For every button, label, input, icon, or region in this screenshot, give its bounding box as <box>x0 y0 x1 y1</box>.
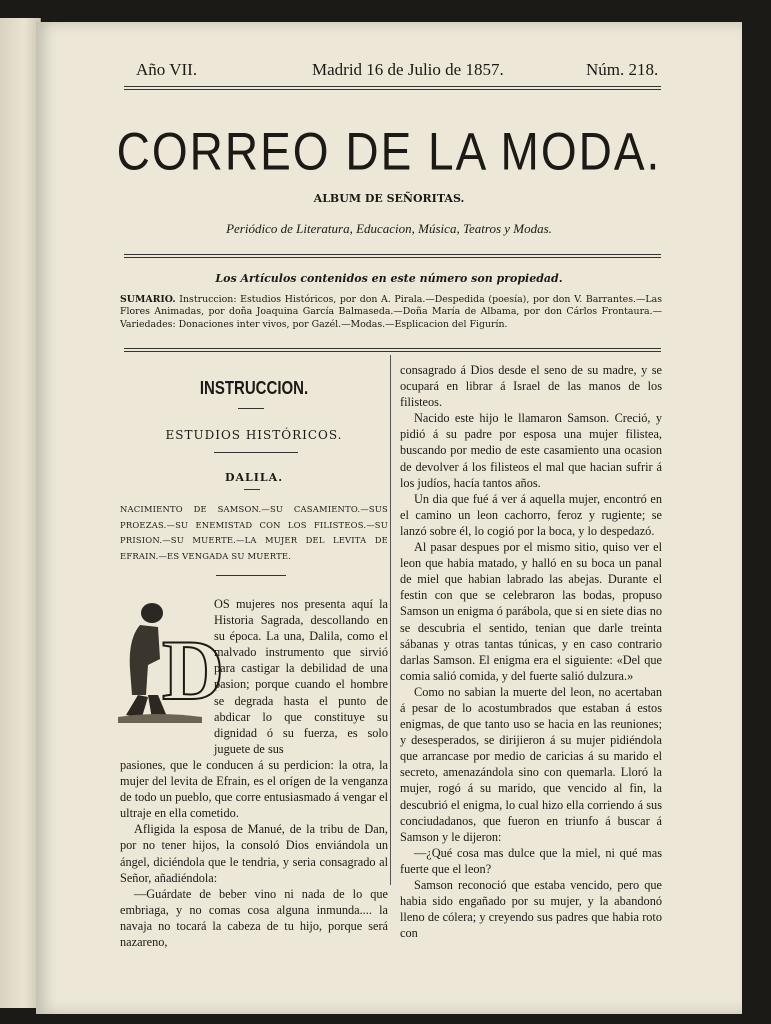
article-intro: OS mujeres nos presenta aquí la Historia Sagrada, descollando en su época. La una, Dalila, como el malvado instrumento que sirvió para castigar la debilidad de una pasion; porque cuando el hombre se degrada hasta el punto de abdicar lo que constituye su dignidad ó su fuerza, es solo juguete de sus <box>214 597 388 756</box>
property-notice: Los Artículos contenidos en este número son propiedad. <box>215 272 563 285</box>
section-rule <box>238 408 264 409</box>
article-col1-text <box>120 757 388 950</box>
paragraph: —Guárdate de beber vino ni nada de lo que embriaga, y no comas cosa alguna inmunda.... la navaja no tocará la cabeza de tu hijo, porque será nazareno, <box>120 886 388 950</box>
paragraph: Como no sabian la muerte del leon, no acertaban á pesar de lo acostumbrados que estaban á estos enigmas, de que tanto uso se hacia en las reuniones; y desesperados, se dirijieron á su mujer pidiéndola que arrancase por medio de caricias á su marido el secreto, amenazándola sino con quemarla. Lloró la mujer, rogó á su marido, que vencido al fin, la descubrió el enigma, lo cual hizo ella corriendo á sus conciudadanos, que fueron en triunfo á buscar á Samson y le dijeron: <box>400 684 662 844</box>
summary-rule <box>124 348 661 352</box>
article-heading: ESTUDIOS HISTÓRICOS. <box>165 428 343 442</box>
summary <box>120 294 662 331</box>
initial-letter: D <box>162 622 225 718</box>
previous-page-edge <box>0 18 41 1008</box>
paragraph: Nacido este hijo le llamaron Samson. Creció, y pidió á su padre por esposa una mujer filistea, buscando por medio de este casamiento una ocasion de devolver á los filisteos el mal que hacian sufrir á los judíos, hacía tantos años. <box>400 411 662 490</box>
paragraph: consagrado á Dios desde el seno de su madre, y se ocupará en librar á Israel de las manos de los filisteos. <box>400 363 662 410</box>
paragraph: pasiones, que le conducen á su perdicion: la otra, la mujer del levita de Efrain, es el orígen de la venganza de todo un pueblo, que corre entusiasmado á vengar el ultraje en ella cometido. <box>120 758 388 821</box>
summary-label: SUMARIO. <box>120 294 176 305</box>
samson-figure-icon <box>118 599 225 731</box>
article-title: DALILA. <box>224 471 284 484</box>
article-contents: NACIMIENTO DE SAMSON.—SU CASAMIENTO.—SUS PROEZAS.—SU ENEMISTAD CON LOS FILISTEOS.—SU PRISION.—SU MUERTE.—LA MUJER DEL LEVITA DE EFRAIN.—ES VENGADA SU MUERTE. <box>120 504 388 561</box>
paragraph: Un dia que fué á ver á aquella mujer, encontró en el camino un leon cachorro, feroz y rugiente; se lanzó sobre él, lo cogió por la boca, y lo despedazó. <box>400 491 662 538</box>
paragraph: —¿Qué cosa mas dulce que la miel, ni qué mas fuerte que el leon? <box>400 845 662 876</box>
heading-rule <box>214 452 298 453</box>
paragraph: Afligida la esposa de Manué, de la tribu de Dan, por no tener hijos, la consoló Dios enviándola un ángel, diciéndola que le tendria, y seria consagrado al Señor, añadiéndola: <box>120 822 388 885</box>
issue-date: Madrid 16 de Julio de 1857. <box>312 60 504 79</box>
masthead-rule <box>124 254 661 258</box>
summary-text: Instruccion: Estudios Históricos, por don A. Pirala.—Despedida (poesía), por don V. Barrantes.—Las Flores Animadas, por doña Joaquina García Balmaseda.—Doña María de Albama, por don Cárlos Frontaura.—Variedades: Donaciones inter vivos, por Gazél.—Modas.—Esplicacion del Figurín. <box>120 294 662 330</box>
header-rule <box>124 86 661 90</box>
article-col2-text <box>400 362 662 941</box>
masthead-title: CORREO DE LA MODA. <box>116 121 662 181</box>
issue-year: Año VII. <box>136 60 198 79</box>
masthead-subtitle: ALBUM DE SEÑORITAS. <box>313 192 465 205</box>
newspaper-page <box>36 22 742 1014</box>
column-divider <box>390 355 391 885</box>
masthead-tagline: Periódico de Literatura, Educacion, Música, Teatros y Modas. <box>226 221 552 236</box>
paragraph: Al pasar despues por el mismo sitio, quiso ver el leon que habia matado, y halló en su boca un panal de miel que habian labrado las abejas. Durante el festin con que se celebraron las bodas, propuso Samson un enigma ó parábola, que si en siete dias no se descubria el sentido, tenian que darle treinta sábanas y otras tantas túnicas, y en caso contrario darlas Samson. El enigma era el siguiente: «Del que comia salió comida, y del fuerte salió dulzura.» <box>400 540 662 683</box>
section-title: INSTRUCCION. <box>199 378 309 399</box>
decorated-initial <box>118 599 225 731</box>
issue-number: Núm. 218. <box>586 60 659 79</box>
contents-rule <box>216 575 286 576</box>
title-rule <box>244 489 260 490</box>
paragraph: Samson reconoció que estaba vencido, pero que habia sido engañado por su mujer, y la abandonó lleno de cólera; y creyendo sus padres que habia roto con <box>400 878 662 941</box>
